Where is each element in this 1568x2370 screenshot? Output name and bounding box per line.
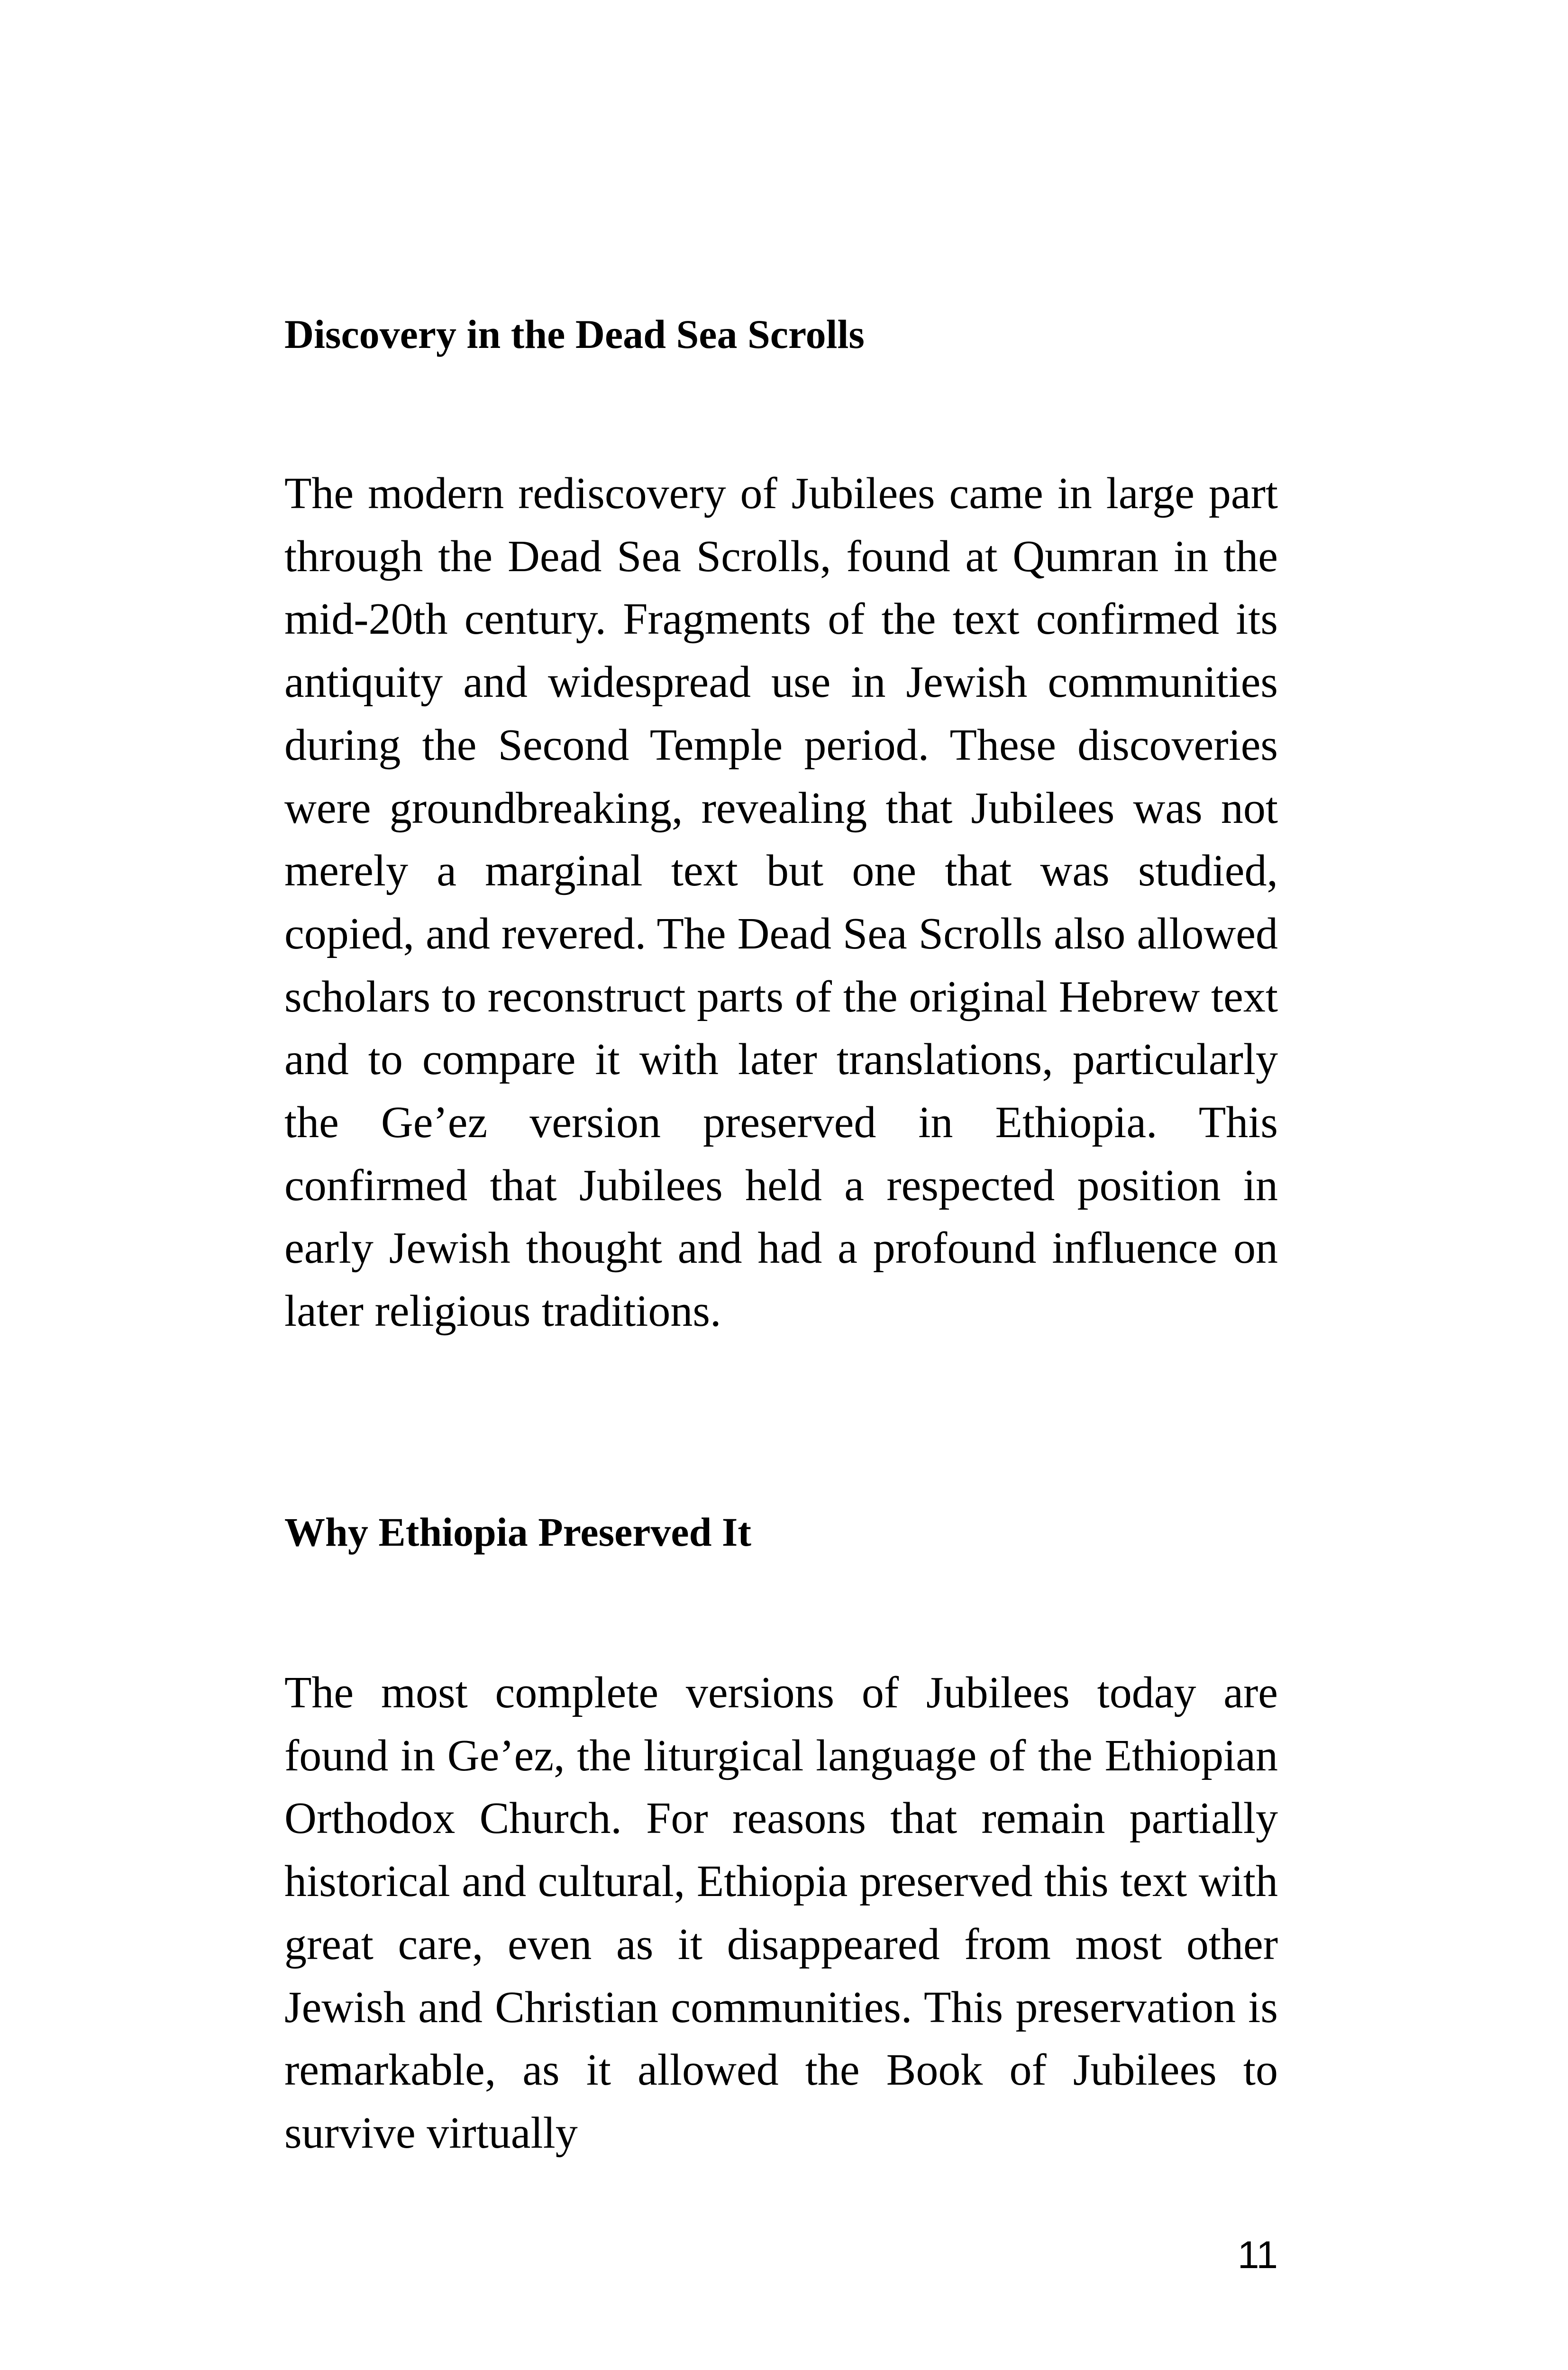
section-body-ethiopia [284, 1661, 1278, 2165]
section-heading-discovery: Discovery in the Dead Sea Scrolls [284, 311, 865, 357]
page-number: 11 [1237, 2233, 1278, 2277]
section-body-discovery [284, 462, 1278, 1343]
paragraph-ethiopia: The most complete versions of Jubilees today are found in Ge’ez, the liturgical language of the Ethiopian Orthodox Church. For reasons that remain partially historical and cultural, Ethiopia preserved this text with great care, even as it disappeared from most other Jewish and Christian communities. This preservation is remarkable, as it allowed the Book of Jubilees to survive virtually [284, 1668, 1278, 2158]
section-heading-ethiopia: Why Ethiopia Preserved It [284, 1509, 752, 1555]
paragraph-discovery: The modern rediscovery of Jubilees came in large part through the Dead Sea Scrolls, found at Qumran in the mid-20th century. Fragments of the text confirmed its antiquity and widespread use in Jewish communities during the Second Temple period. These discoveries were groundbreaking, revealing that Jubilees was not merely a marginal text but one that was studied, copied, and revered. The Dead Sea Scrolls also allowed scholars to reconstruct parts of the original Hebrew text and to compare it with later translations, particularly the Ge’ez version preserved in Ethiopia. This confirmed that Jubilees held a respected position in early Jewish thought and had a profound influence on later religious traditions. [284, 469, 1278, 1336]
